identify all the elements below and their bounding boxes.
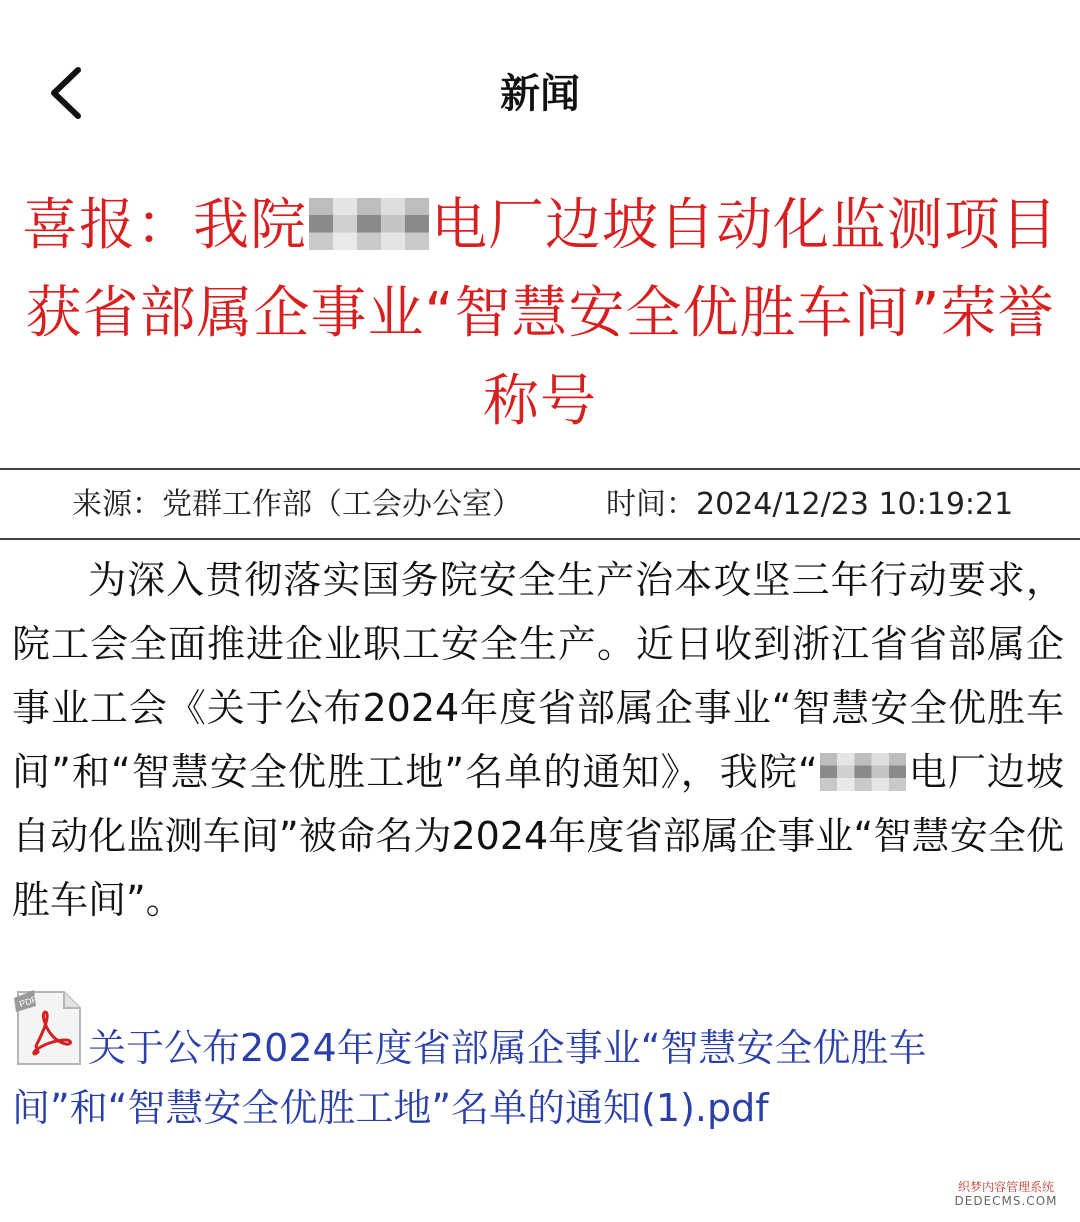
article-paragraph: [12, 548, 1064, 932]
attachment-filename[interactable]: 关于公布2024年度省部属企事业“智慧安全优胜车间”和“智慧安全优胜工地”名单的通知(1).pdf: [12, 1026, 927, 1130]
article-source: 来源：党群工作部（工会办公室）: [72, 487, 522, 522]
page-title: 新闻: [500, 71, 580, 117]
redacted-name-mosaic: [820, 753, 906, 791]
body-text-part1: 为深入贯彻落实国务院安全生产治本攻坚三年行动要求，院工会全面推进企业职工安全生产。近日收到浙江省省部属企事业工会《关于公布2024年度省部属企事业“智慧安全优胜车间”和“智慧安全优胜工地”名单的通知》，我院“: [12, 558, 1064, 794]
article-body: [12, 548, 1064, 932]
watermark-line1: 织梦内容管理系统: [957, 1180, 1054, 1194]
attachment-link[interactable]: [12, 990, 1072, 1150]
site-watermark: [946, 1180, 1066, 1208]
article-time: 时间：2024/12/23 10:19:21: [606, 487, 1014, 522]
pdf-icon-label: PDF: [18, 994, 39, 1010]
top-nav-bar: [0, 0, 1080, 160]
article-title-part1: 喜报：我院: [22, 193, 307, 258]
meta-bottom-divider: [0, 538, 1080, 540]
article-meta: [0, 474, 1080, 536]
redacted-name-mosaic: [309, 198, 429, 250]
article-title-part2: 电厂边坡自动化监测项目获省部属企事业“智慧安全优胜车间”荣誉称号: [25, 193, 1058, 434]
meta-top-divider: [0, 468, 1080, 470]
body-text-part2: 电厂边坡自动化监测车间”被命名为2024年度省部属企事业“智慧安全优胜车间”。: [12, 750, 1064, 922]
article-title: [0, 182, 1080, 446]
watermark-line2: DEDECMS.COM: [954, 1194, 1058, 1208]
